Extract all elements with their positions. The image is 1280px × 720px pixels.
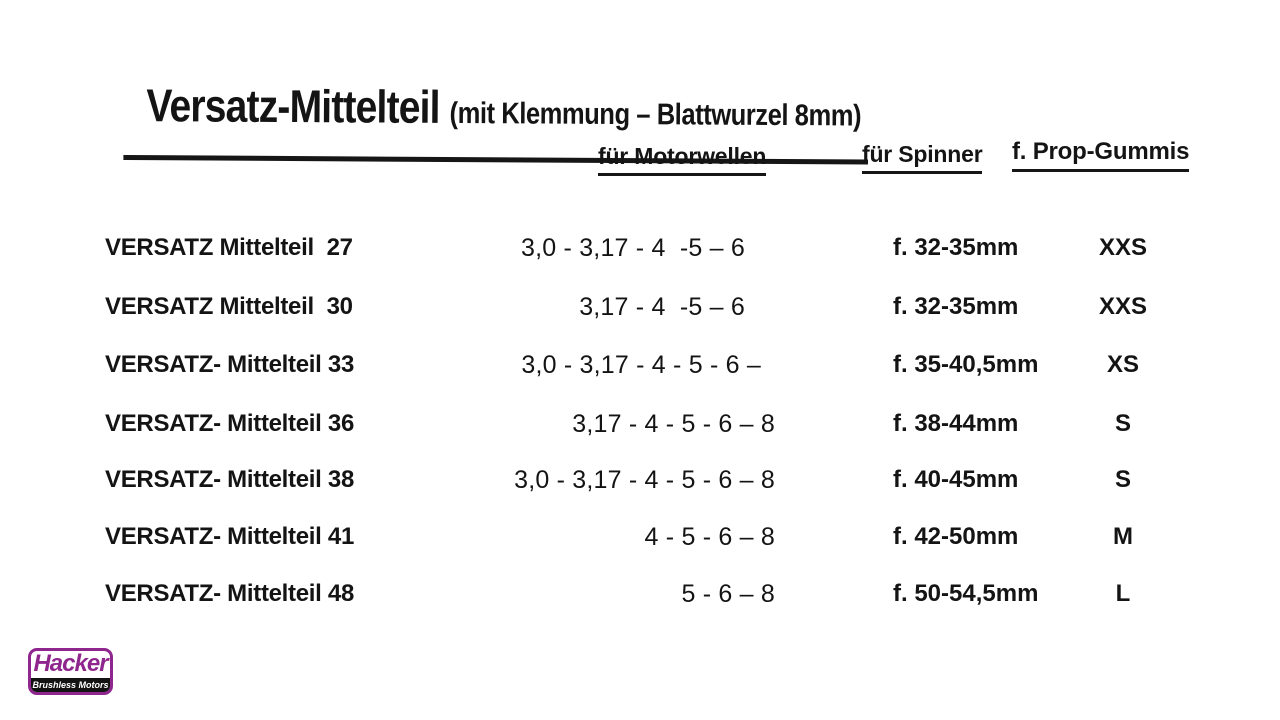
title-main: Versatz-Mittelteil [146,79,450,133]
spinner-size: f. 32-35mm [893,293,1019,320]
motor-shaft-sizes: 5 - 6 – 8 [681,580,775,608]
prop-gummi-size: S [1114,410,1131,437]
table-row [0,579,1280,611]
motor-shaft-sizes: 3,17 - 4 -5 – 6 [579,293,745,321]
title-subtitle: (mit Klemmung – Blattwurzel 8mm) [449,96,861,133]
spinner-size: f. 38-44mm [893,410,1019,437]
product-name: VERSATZ Mittelteil 30 [105,293,353,320]
table-row [0,409,1280,441]
spinner-size: f. 35-40,5mm [893,351,1039,378]
hacker-logo [28,648,113,695]
hacker-logo-brand-text: Hacker [33,650,108,677]
product-name: VERSATZ- Mittelteil 33 [105,351,354,378]
table-row [0,522,1280,554]
prop-gummi-size: S [1114,466,1131,493]
column-header-prop-gummis: f. Prop-Gummis [1012,138,1189,172]
prop-gummi-size: L [1115,580,1131,607]
product-name: VERSATZ- Mittelteil 38 [105,466,354,493]
table-row [0,233,1280,265]
spinner-size: f. 42-50mm [893,523,1019,550]
product-name: VERSATZ- Mittelteil 41 [105,523,354,550]
product-name: VERSATZ- Mittelteil 36 [105,410,354,437]
prop-gummi-size: M [1113,523,1133,550]
table-row [0,292,1280,324]
spinner-size: f. 40-45mm [893,466,1019,493]
table-row [0,350,1280,382]
motor-shaft-sizes: 3,0 - 3,17 - 4 - 5 - 6 – [521,351,761,379]
column-header-motorwellen: für Motorwellen [598,143,766,176]
prop-gummi-size: XS [1106,351,1139,378]
prop-gummi-size: XXS [1098,234,1148,261]
product-name: VERSATZ- Mittelteil 48 [105,580,354,607]
motor-shaft-sizes: 3,17 - 4 - 5 - 6 – 8 [572,410,775,438]
motor-shaft-sizes: 3,0 - 3,17 - 4 -5 – 6 [521,234,745,262]
product-name: VERSATZ Mittelteil 27 [105,234,353,261]
motor-shaft-sizes: 4 - 5 - 6 – 8 [644,523,775,551]
hacker-logo-tagline: Brushless Motors [32,679,109,690]
spinner-size: f. 32-35mm [893,234,1019,261]
spinner-size: f. 50-54,5mm [893,580,1039,607]
hacker-logo-bar [31,678,110,692]
column-header-spinner: für Spinner [862,141,982,174]
motor-shaft-sizes: 3,0 - 3,17 - 4 - 5 - 6 – 8 [514,466,775,494]
prop-gummi-size: XXS [1098,293,1148,320]
table-row [0,465,1280,497]
